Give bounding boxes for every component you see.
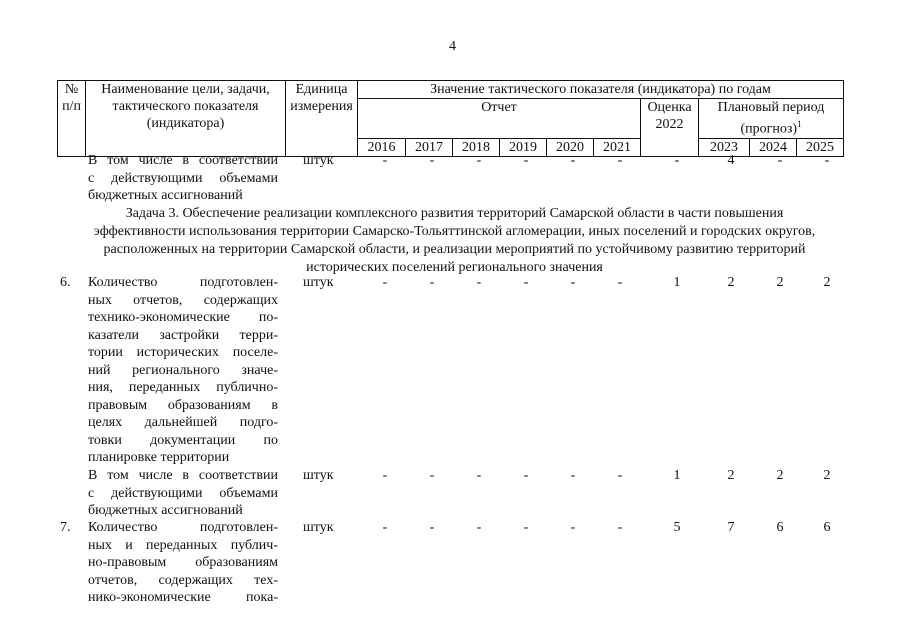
row-value: - (523, 520, 529, 535)
row-value: 4 (727, 153, 735, 168)
row-unit: штук (303, 468, 334, 483)
row-value: - (617, 275, 623, 290)
header-unit: Единица измерения (286, 81, 358, 157)
row-value: - (382, 468, 388, 483)
row-value: 2 (727, 275, 735, 290)
row-value: 2 (776, 468, 784, 483)
row-value: 2 (776, 275, 784, 290)
row-value: - (382, 520, 388, 535)
row-name: Количество подготовлен- ных и переданных публич- но-правовым образованиям отчетов, содержащих тех- нико-экономические пока- (88, 520, 278, 605)
row-value: - (617, 520, 623, 535)
header-year: 2017 (406, 138, 453, 156)
row-value: - (382, 153, 388, 168)
row-value: - (476, 153, 482, 168)
row-value: - (382, 275, 388, 290)
header-year: 2021 (594, 138, 641, 156)
header-plan: Плановый период (прогноз)$^1$ (699, 99, 844, 139)
row-value: - (617, 153, 623, 168)
header-year: 2024 (750, 138, 797, 156)
row-unit: штук (303, 153, 334, 168)
row-value: 2 (823, 275, 831, 290)
row-name: В том числе в соответствии с действующими объемами бюджетных ассигнований (88, 153, 278, 203)
row-name: В том числе в соответствии с действующими объемами бюджетных ассигнований (88, 468, 278, 518)
row-value: - (674, 153, 680, 168)
row-value: - (824, 153, 830, 168)
page-number: 4 (449, 39, 456, 54)
header-number: № п/п (58, 81, 86, 157)
row-value: - (523, 153, 529, 168)
row-value: 2 (727, 468, 735, 483)
row-value: - (617, 468, 623, 483)
row-value: - (570, 275, 576, 290)
header-year: 2020 (547, 138, 594, 156)
header-name: Наименование цели, задачи, тактического показателя (индикатора) (86, 81, 286, 157)
header-year: 2019 (500, 138, 547, 156)
header-report: Отчет (358, 99, 641, 139)
row-value: - (429, 275, 435, 290)
row-unit: штук (303, 275, 334, 290)
row-value: - (777, 153, 783, 168)
row-value: - (523, 468, 529, 483)
indicator-table-header (57, 80, 844, 157)
row-value: - (570, 520, 576, 535)
row-value: 6 (823, 520, 831, 535)
header-year: 2016 (358, 138, 406, 156)
row-value: - (570, 153, 576, 168)
row-value: 7 (727, 520, 735, 535)
row-value: - (476, 520, 482, 535)
row-number: 6. (60, 275, 71, 290)
row-value: - (429, 520, 435, 535)
header-year: 2025 (797, 138, 844, 156)
header-estimate: Оценка 2022 (641, 99, 699, 157)
row-value: 5 (673, 520, 681, 535)
row-value: - (429, 468, 435, 483)
header-year: 2023 (699, 138, 750, 156)
row-value: - (570, 468, 576, 483)
row-value: - (476, 275, 482, 290)
row-value: - (429, 153, 435, 168)
row-value: 1 (673, 468, 681, 483)
task-3-heading: Задача 3. Обеспечение реализации комплексного развития территорий Самарской области в части повышения эффективности использования территории Самарско-Тольяттинской агломерации, иных поселений и городских округов, расположенных на территории Самарской области, и реализации мероприятий по устойчивому развитию территорий исторических поселений регионального значения (93, 206, 816, 275)
row-value: - (523, 275, 529, 290)
row-value: 6 (776, 520, 784, 535)
row-value: 2 (823, 468, 831, 483)
row-value: 1 (673, 275, 681, 290)
row-name: Количество подготовлен- ных отчетов, содержащих технико-экономические по- казатели застройки терри- тории исторических поселе- ний регионального значе- ния, переданных публично- правовым образованиям в целях дальнейшей подго- товки документации по планировке территории (88, 275, 278, 465)
row-value: - (476, 468, 482, 483)
header-year: 2018 (453, 138, 500, 156)
row-unit: штук (303, 520, 334, 535)
row-number: 7. (60, 520, 71, 535)
header-values-title: Значение тактического показателя (индикатора) по годам (358, 81, 844, 99)
